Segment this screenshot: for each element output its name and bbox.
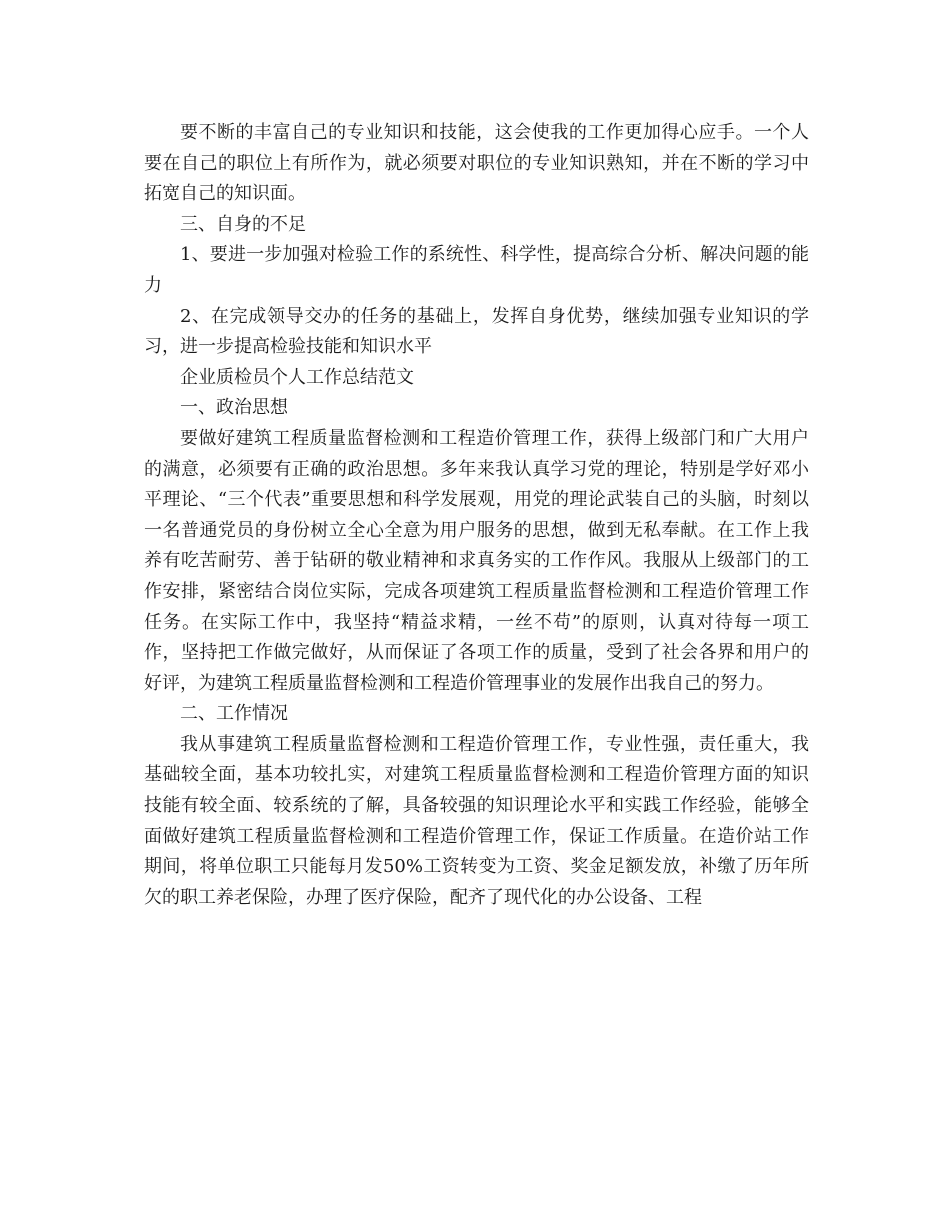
paragraph-shortcoming-2: 2、在完成领导交办的任务的基础上，发挥自身优势，继续加强专业知识的学习，进一步提高检验技能和知识水平 xyxy=(144,305,809,358)
paragraph-shortcoming-1: 1、要进一步加强对检验工作的系统性、科学性，提高综合分析、解决问题的能力 xyxy=(144,244,809,296)
section-title: 企业质检员个人工作总结范文 xyxy=(180,366,414,388)
paragraph-work: 我从事建筑工程质量监督检测和工程造价管理工作，专业性强，责任重大，我基础较全面，基本功较扎实，对建筑工程质量监督检测和工程造价管理方面的知识技能有较全面、较系统的了解，具备较强的知识理论水平和实践工作经验，能够全面做好建筑工程质量监督检测和工程造价管理工作，保证工作质量。在造价站工作期间，将单位职工只能每月发50%工资转变为工资、奖金足额发放，补缴了历年所欠的职工养老保险，办理了医疗保险，配齐了现代化的办公设备、工程 xyxy=(144,733,809,908)
paragraph-skills: 要不断的丰富自己的专业知识和技能，这会使我的工作更加得心应手。一个人要在自己的职位上有所作为，就必须要对职位的专业知识熟知，并在不断的学习中拓宽自己的知识面。 xyxy=(144,122,809,205)
heading-shortcomings: 三、自身的不足 xyxy=(180,213,306,235)
heading-politics: 一、政治思想 xyxy=(180,397,288,419)
paragraph-politics: 要做好建筑工程质量监督检测和工程造价管理工作，获得上级部门和广大用户的满意，必须要有正确的政治思想。多年来我认真学习党的理论，特别是学好邓小平理论、“三个代表”重要思想和科学发展观，用党的理论武装自己的头脑，时刻以一名普通党员的身份树立全心全意为用户服务的思想，做到无私奉献。在工作上我养有吃苦耐劳、善于钻研的敬业精神和求真务实的工作作风。我服从上级部门的工作安排，紧密结合岗位实际，完成各项建筑工程质量监督检测和工程造价管理工作任务。在实际工作中，我坚持“精益求精，一丝不苟”的原则，认真对待每一项工作，坚持把工作做完做好，从而保证了各项工作的质量，受到了社会各界和用户的好评，为建筑工程质量监督检测和工程造价管理事业的发展作出我自己的努力。 xyxy=(144,427,809,694)
heading-work: 二、工作情况 xyxy=(180,703,288,725)
document-body xyxy=(144,118,809,913)
